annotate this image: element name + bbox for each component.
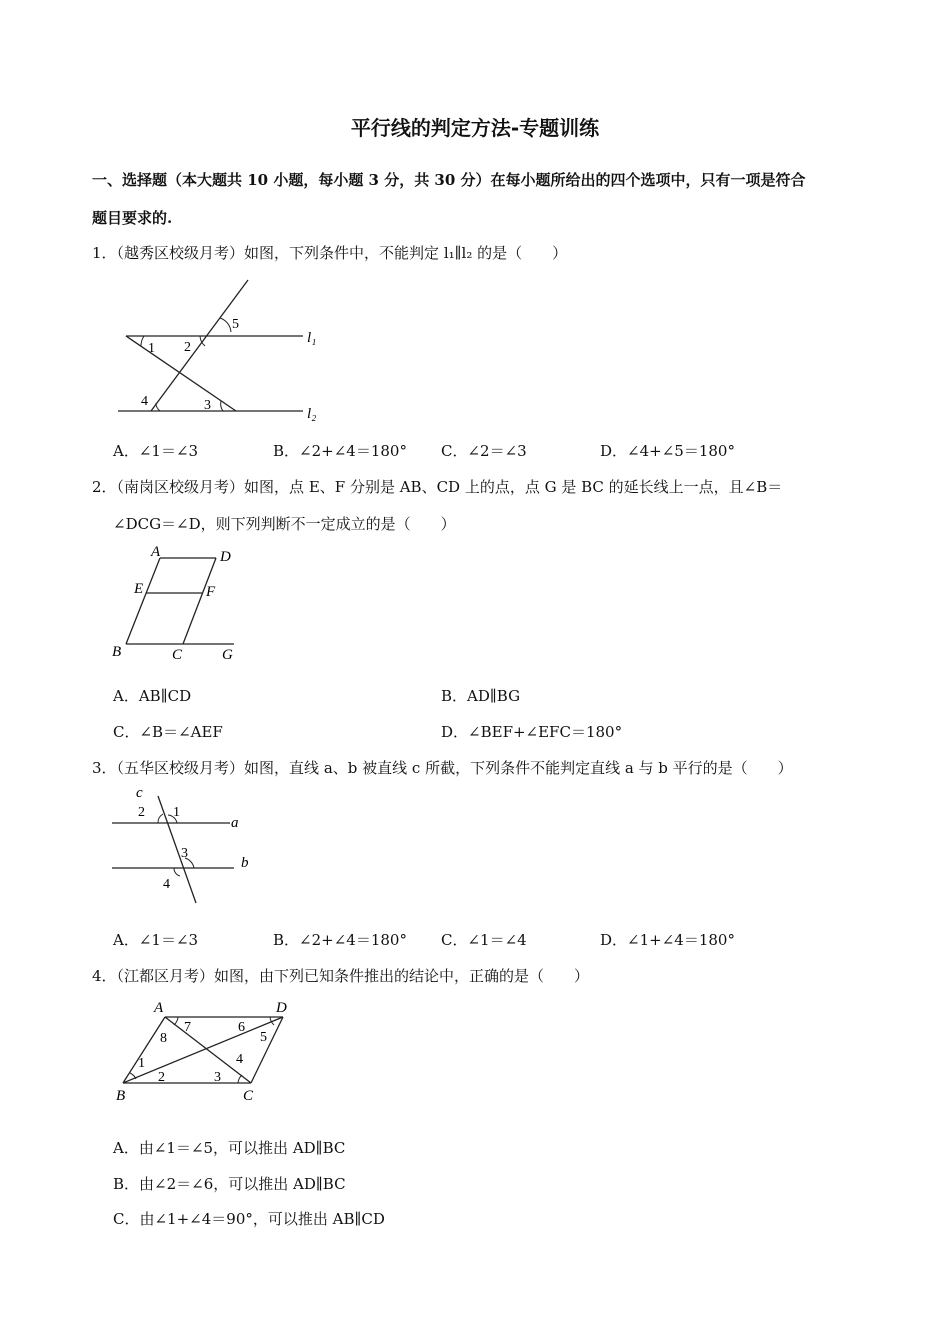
angle-label-4: 4 <box>141 394 148 409</box>
question-2-option-b: B．AD∥BG <box>441 687 521 705</box>
angle-label-6: 6 <box>238 1020 245 1035</box>
angle-arc-B <box>130 1073 136 1079</box>
question-2-figure <box>108 541 248 666</box>
question-2-option-c: C．∠B＝∠AEF <box>113 723 223 741</box>
point-label-F: F <box>206 584 216 600</box>
page-title: 平行线的判定方法-专题训练 <box>350 116 600 140</box>
angle-label-1: 1 <box>148 341 155 356</box>
angle-label-2: 2 <box>184 340 191 355</box>
angle-label-3: 3 <box>204 398 211 413</box>
question-1-option-b: B．∠2+∠4＝180° <box>273 442 407 460</box>
question-2-option-a: A．AB∥CD <box>113 687 192 705</box>
point-label-A: A <box>154 1000 164 1016</box>
question-4-option-b: B．由∠2＝∠6，可以推出 AD∥BC <box>113 1175 346 1193</box>
question-1-option-c: C．∠2＝∠3 <box>441 442 527 460</box>
angle-label-4: 4 <box>236 1052 243 1067</box>
question-4-option-a: A．由∠1＝∠5，可以推出 AD∥BC <box>113 1139 346 1157</box>
question-3-option-a: A．∠1＝∠3 <box>113 931 199 949</box>
question-4-figure <box>108 995 298 1110</box>
question-3-figure <box>108 785 268 910</box>
question-3-option-d: D．∠1+∠4＝180° <box>600 931 735 949</box>
angle-label-7: 7 <box>184 1020 191 1035</box>
line-label-b: b <box>241 855 249 871</box>
point-label-E: E <box>134 581 144 597</box>
question-2-option-d: D．∠BEF+∠EFC＝180° <box>441 723 623 741</box>
question-1-option-d: D．∠4+∠5＝180° <box>600 442 735 460</box>
angle-arc-4 <box>174 868 180 876</box>
angle-label-1: 1 <box>138 1056 145 1071</box>
question-3-stem: 3．（五华区校级月考）如图，直线 a、b 被直线 c 所截，下列条件不能判定直线 a 与 b 平行的是（ ） <box>92 759 793 777</box>
question-4-option-c: C．由∠1+∠4＝90°，可以推出 AB∥CD <box>113 1210 385 1228</box>
line-label-a: a <box>231 815 239 831</box>
point-label-D: D <box>276 1000 287 1016</box>
point-label-B: B <box>116 1088 126 1104</box>
point-label-D: D <box>220 549 231 565</box>
angle-arc-A <box>174 1017 178 1025</box>
question-1-option-a: A．∠1＝∠3 <box>113 442 199 460</box>
angle-arc-C <box>238 1075 242 1083</box>
section-instruction-line2: 题目要求的. <box>92 209 173 227</box>
section-instruction-line1: 一、选择题（本大题共 10 小题，每小题 3 分，共 30 分）在每小题所给出的四个选项中，只有一项是符合 <box>92 171 806 189</box>
question-2-stem-line1: 2．（南岗区校级月考）如图，点 E、F 分别是 AB、CD 上的点，点 G 是 BC 的延长线上一点，且∠B＝ <box>92 478 783 496</box>
angle-label-1: 1 <box>173 805 180 820</box>
question-1-figure <box>108 272 328 422</box>
angle-label-3: 3 <box>214 1070 221 1085</box>
point-label-B: B <box>112 644 122 660</box>
question-4-stem: 4．（江都区月考）如图，由下列已知条件推出的结论中，正确的是（ ） <box>92 967 590 985</box>
line-label-l2: l₂ <box>307 406 317 422</box>
point-label-C: C <box>243 1088 254 1104</box>
angle-label-5: 5 <box>232 317 239 332</box>
angle-arc-2 <box>158 814 163 823</box>
segment-DC <box>183 558 216 644</box>
angle-label-8: 8 <box>160 1031 167 1046</box>
point-label-C: C <box>172 647 183 663</box>
angle-label-3: 3 <box>181 846 188 861</box>
segment-DC <box>251 1017 283 1083</box>
angle-label-4: 4 <box>163 877 170 892</box>
point-label-G: G <box>222 647 233 663</box>
segment-AB <box>126 558 160 644</box>
diagonal-BD <box>123 1017 283 1083</box>
angle-label-5: 5 <box>260 1030 267 1045</box>
angle-label-2: 2 <box>138 805 145 820</box>
point-label-A: A <box>151 544 161 560</box>
transversal-2 <box>151 280 248 411</box>
question-3-option-c: C．∠1＝∠4 <box>441 931 527 949</box>
question-1-stem: 1．（越秀区校级月考）如图，下列条件中，不能判定 l₁∥l₂ 的是（ ） <box>92 244 568 262</box>
line-label-l1: l₁ <box>307 330 317 346</box>
question-2-stem-line2: ∠DCG＝∠D，则下列判断不一定成立的是（ ） <box>113 515 456 533</box>
question-3-option-b: B．∠2+∠4＝180° <box>273 931 407 949</box>
angle-arc-5 <box>220 318 231 332</box>
line-label-c: c <box>136 785 143 801</box>
angle-arc-1 <box>141 336 144 346</box>
angle-label-2: 2 <box>158 1070 165 1085</box>
